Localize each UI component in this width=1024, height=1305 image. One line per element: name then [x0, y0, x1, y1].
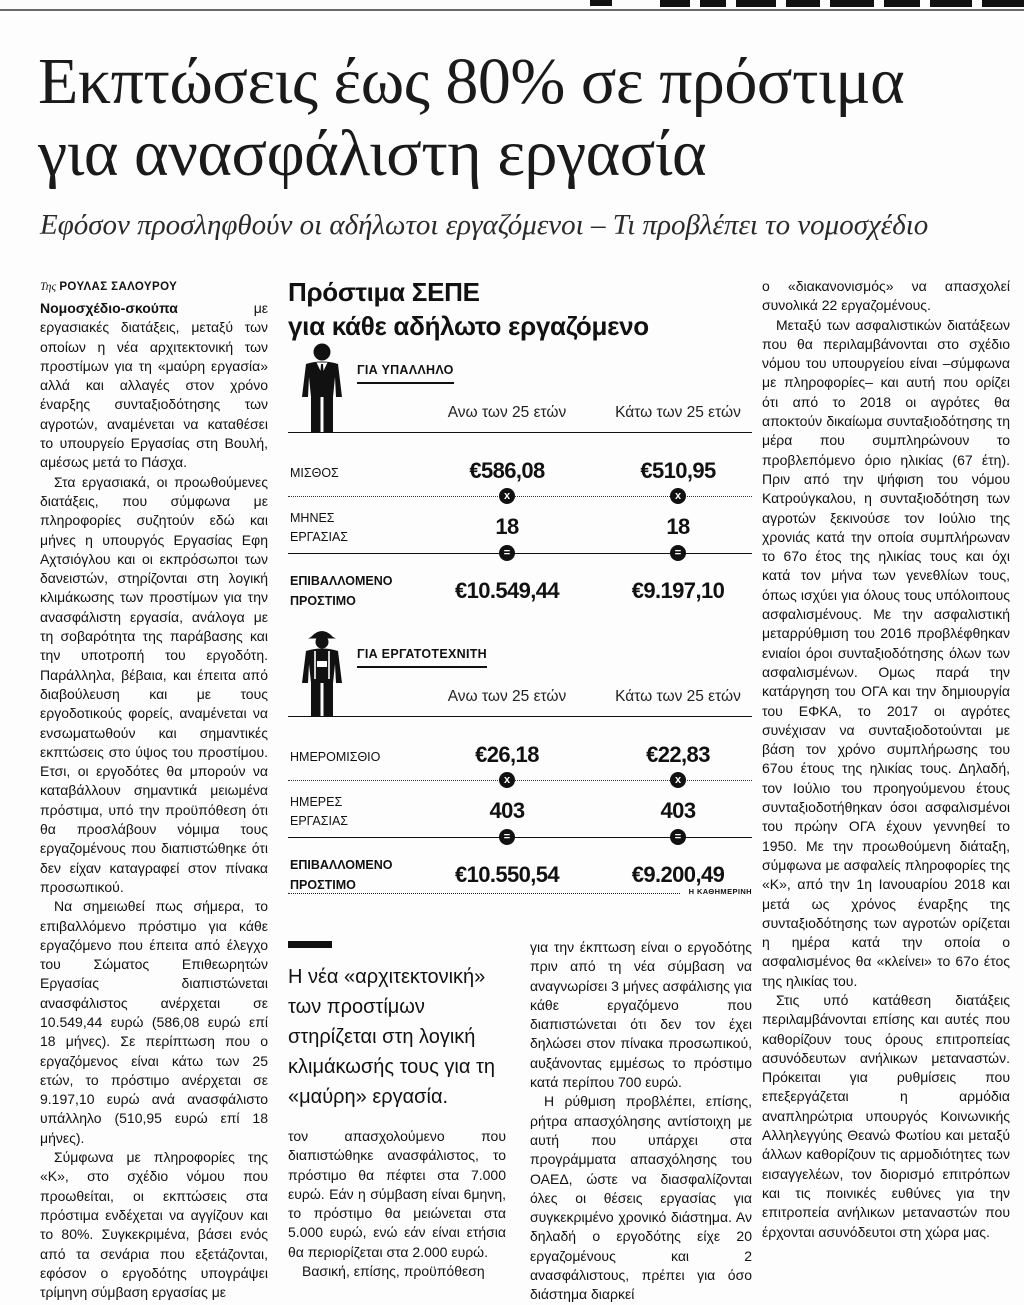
infographic-title — [288, 275, 649, 343]
multiply-sign-icon: x — [499, 772, 515, 788]
equals-sign-icon: = — [499, 545, 515, 561]
multiply-sign-icon: x — [499, 488, 515, 504]
lead-paragraph — [40, 299, 268, 473]
equals-sign-icon: = — [670, 829, 686, 845]
fines-infographic — [288, 275, 752, 905]
period-label: ΜΗΝΕΣ ΕΡΓΑΣΙΑΣ — [290, 511, 349, 544]
paragraph: Να σημειωθεί πως σήμερα, το επιβαλλόμενο πρόστιμο για κάθε εργαζόμενο που έπειτα από έλεγχο του Σώματος Επιθεωρητών Εργασίας διαπιστώνεται ανασφάλιστος ανέρχεται σε 10.549,44 ευρώ (586,08 ευρώ επί 18 μήνες). Σε περίπτωση που ο εργαζόμενος είναι κάτω των 25 ετών, το πρόστιμο ανέρχεται σε 9.197,10 ευρώ ανά ανασφάλιστο υπάλληλο (510,95 ευρώ επί 18 μήνες). — [40, 898, 268, 1146]
rate-value-over-25: €26,18 — [475, 742, 539, 767]
section-heading — [357, 363, 454, 384]
infographic-credit: Η ΚΑΘΗΜΕΡΙΝΗ — [688, 887, 752, 896]
office-worker-icon — [298, 343, 346, 433]
period-label: ΗΜΕΡΕΣ ΕΡΓΑΣΙΑΣ — [290, 795, 349, 828]
cropped-masthead-fragment — [0, 0, 1024, 14]
paragraph: Σύμφωνα με πληροφορίες της «Κ», στο σχέδιο νόμου που προωθείται, οι εκπτώσεις στα πρόστιμα ενδέχεται να αγγίζουν και το 80%. Συγκεκριμένα, βάσει ενός από τα σενάρια που εξετάζονται, εφόσον ο εργοδότης υπογράψει τρίμηνη σύμβαση εργασίας με — [40, 1149, 268, 1301]
headline-line-1: Εκπτώσεις έως 80% σε πρόστιμα — [38, 45, 905, 118]
period-value-under-25: 403 — [660, 798, 696, 823]
header-rule — [288, 432, 752, 433]
section-heading — [357, 647, 487, 668]
byline — [40, 277, 268, 297]
headline — [38, 46, 998, 190]
equals-sign-icon: = — [670, 545, 686, 561]
pull-quote-bar — [288, 941, 332, 948]
paragraph: Στα εργασιακά, οι προωθούμενες διατάξεις, που σύμφωνα με πληροφορίες συζητούν εδώ και μήνες η υπουργός Εργασίας Εφη Αχτσιόγλου και οι εκπρόσωποι των δανειστών, στηρίζονται στη λογική κλιμάκωσης των προστίμων για την ανασφάλιστη εργασία, ανάλογα με τη σοβαρότητα της παράβασης και την υποτροπή του εργοδότη. Παράλληλα, βέβαια, και έπειτα από διαβούλευση και με τους εργοδοτικούς φορείς, αναμένεται να ενσωματωθούν και σημαντικές εκπτώσεις στο ύψος του προστίμου. Ετσι, οι εργοδότες θα μπορούν να καταβάλλουν σημαντικά μειωμένα πρόστιμα, υπό την προϋπόθεση ότι θα προσλάβουν νόμιμα τους εργαζομένους που διαπιστώθηκε ότι δεν είχαν καταγραφεί στον πίνακα προσωπικού. — [40, 473, 268, 895]
fine-value-over-25: €10.549,44 — [454, 578, 560, 603]
right-text-column — [762, 277, 1010, 1269]
paragraph: για την έκπτωση είναι ο εργοδότης πριν από τη νέα σύμβαση να αναγνωρίσει 3 μήνες ασφάλισης για κάθε εργαζόμενο που διαπιστώνεται ότι δεν τον έχει δηλώσει στον πίνακα προσωπικού, αυξάνοντας εμμέσως το πρόστιμο κατά περίπου 700 ευρώ. — [530, 939, 752, 1091]
multiply-sign-icon: x — [670, 488, 686, 504]
column-header-over-25: Ανω των 25 ετών — [447, 688, 567, 705]
infographic-title-line-2: για κάθε αδήλωτο εργαζόμενο — [288, 311, 649, 341]
header-rule — [288, 716, 752, 717]
column-header-under-25: Κάτω των 25 ετών — [615, 404, 741, 421]
fine-value-under-25: €9.197,10 — [631, 578, 725, 603]
pull-quote: Η νέα «αρχιτεκτονική» των προστίμων στηρίζεται στη λογική κλιμάκωσής τους για τη «μαύρη» εργασία. — [288, 966, 496, 1108]
rate-label: ΗΜΕΡΟΜΙΣΘΙΟ — [290, 750, 381, 764]
rate-value-under-25: €22,83 — [646, 742, 710, 767]
period-value-over-25: 18 — [495, 514, 519, 539]
paragraph: Η ρύθμιση προβλέπει, επίσης, ρήτρα απασχόλησης αντίστοιχη με αυτή που υπάρχει στα προγράμματα απασχόλησης του ΟΑΕΔ, ώστε να διασφαλίζονται όλες οι θέσεις εργασίας για συγκεκριμένο χρονικό διάστημα. Αν δηλαδή ο εργοδότης είχε 20 εργαζομένους και 2 ανασφάλιστους, πρέπει για όσο διάστημα διαρκεί — [530, 1093, 752, 1303]
subtitle: Εφόσον προσληφθούν οι αδήλωτοι εργαζόμενοι – Τι προβλέπει το νομοσχέδιο — [40, 209, 929, 241]
rate-value-over-25: €586,08 — [469, 458, 545, 483]
left-text-column — [40, 277, 268, 1301]
rate-label: ΜΙΣΘΟΣ — [290, 466, 339, 480]
credit-divider — [288, 893, 680, 894]
multiply-sign-icon: x — [670, 772, 686, 788]
fine-value-under-25: €9.200,49 — [631, 862, 725, 887]
infographic-section-worker — [288, 627, 752, 897]
column-header-over-25: Ανω των 25 ετών — [447, 404, 567, 421]
paragraph: Στις υπό κατάθεση διατάξεις περιλαμβάνονται επίσης και αυτές που καθορίζουν τους όρους επιτροπείας ασυνόδευτων ανήλικων μεταναστών. Πρόκειται για ρυθμίσεις που επεξεργάζεται η αρμόδια αναπληρώτρια υπουργός Κοινωνικής Αλληλεγγύης Θεανώ Φωτίου και μεταξύ άλλων καθορίζουν τις αρμοδιότητες των εισαγγελέων, τον διορισμό επιτρόπων και τις ποινικές ευθύνες για την επιτροπεία ανήλικων μεταναστών που έρχονται ασυνόδευτοι στη χώρα μας. — [762, 991, 1010, 1240]
period-value-over-25: 403 — [489, 798, 525, 823]
section-heading-label: ΓΙΑ ΕΡΓΑΤΟΤΕΧΝΙΤΗ — [357, 647, 487, 668]
period-value-under-25: 18 — [666, 514, 690, 539]
byline-author: ΡΟΥΛΑΣ ΣΑΛΟΥΡΟΥ — [59, 281, 178, 293]
lead-bold: Νομοσχέδιο-σκούπα — [40, 300, 178, 316]
headline-line-2: για ανασφάλιστη εργασία — [38, 117, 707, 190]
fine-label: ΕΠΙΒΑΛΛΟΜΕΝΟ ΠΡΟΣΤΙΜΟ — [290, 574, 393, 608]
paragraph: Μεταξύ των ασφαλιστικών διατάξεων που θα περιλαμβάνονται στο σχέδιο νόμου του υπουργείου είναι –σύμφωνα με πληροφορίες– και αυτή που ορίζει ότι από το 2018 οι αγρότες θα αποκτούν δικαίωμα συνταξιοδότησης τη μέρα που συμπληρώνουν το προβλεπόμενο όριο ηλικίας (67 έτη). Πριν από την ψήφιση του νόμου Κατρούγκαλου, η συνταξιοδότηση των αγροτών ξεκινούσε τον Ιούλιο της χρονιάς κατά την οποία συμπλήρωναν το 67ο έτος της ηλικίας τους και όχι κατά τον μήνα των γενεθλίων τους, όπως ισχύει για όλους τους υπόλοιπους ασφαλισμένους. Με την ασφαλιστική μεταρρύθμιση του 2016 προβλέφθηκαν ενιαίοι όροι συνταξιοδότησης όλων των ασφαλισμένων. Ομως παρά την κατάργηση του ΟΓΑ και την δημιουργία του ΕΦΚΑ, το 2017 οι αγρότες συνέχισαν να συνταξιοδοτούνται με βάση τον χρόνο συμπλήρωσης του 67ου έτους της ηλικίας τους. Δηλαδή, τον Ιούλιο του προηγούμενου έτους συνταξιοδοτήθηκαν όσοι ασφαλισμένοι του πρώην ΟΓΑ έχουν γεννηθεί το 1950. Με την προωθούμενη διάταξη, σύμφωνα με ασφαλείς πληροφορίες της «Κ», από την 1η Ιανουαρίου 2018 και μετά ως χρόνος έναρξης της συνταξιοδότησης των αγροτών ορίζεται η ημέρα κατά την οποία ο ασφαλισμένος θα «κλείνει» το 67ο έτος της ηλικίας του. — [762, 316, 1010, 989]
equals-sign-icon: = — [499, 829, 515, 845]
middle-text-column-a — [288, 1127, 506, 1280]
middle-text-column-b — [530, 938, 752, 1303]
column-header-under-25: Κάτω των 25 ετών — [615, 688, 741, 705]
paragraph: τον απασχολούμενο που διαπιστώθηκε ανασφάλιστος, το πρόστιμο θα πέφτει στα 7.000 ευρώ. Εάν η σύμβαση είναι 6μηνη, το πρόστιμο θα μειώνεται στα 5.000 ευρώ, ενώ εάν είναι ετήσια θα περιορίζεται στα 2.000 ευρώ. — [288, 1128, 506, 1260]
infographic-section-employee — [288, 343, 752, 613]
fine-value-over-25: €10.550,54 — [454, 862, 560, 887]
paragraph: Βασική, επίσης, προϋπόθεση — [302, 1263, 485, 1280]
section-heading-label: ΓΙΑ ΥΠΑΛΛΗΛΟ — [357, 363, 454, 384]
paragraph: ο «διακανονισμός» να απασχολεί συνολικά 22 εργαζομένους. — [762, 278, 1010, 314]
infographic-title-line-1: Πρόστιμα ΣΕΠΕ — [288, 277, 480, 307]
rate-value-under-25: €510,95 — [640, 458, 716, 483]
construction-worker-icon — [298, 627, 346, 717]
fine-label: ΕΠΙΒΑΛΛΟΜΕΝΟ ΠΡΟΣΤΙΜΟ — [290, 858, 393, 892]
lead-rest: με εργασιακές διατάξεις, μεταξύ των οποίων η νέα αρχιτεκτονική των προστίμων για τη «μαύρη εργασία» αλλά και αλλαγές στον χρόνο έναρξης συνταξιοδότησης των αγροτών, αναμένεται να καταθέσει το υπουργείο Εργασίας στη Βουλή, αμέσως μετά το Πάσχα. — [40, 300, 268, 471]
byline-prefix: Της — [40, 281, 57, 293]
